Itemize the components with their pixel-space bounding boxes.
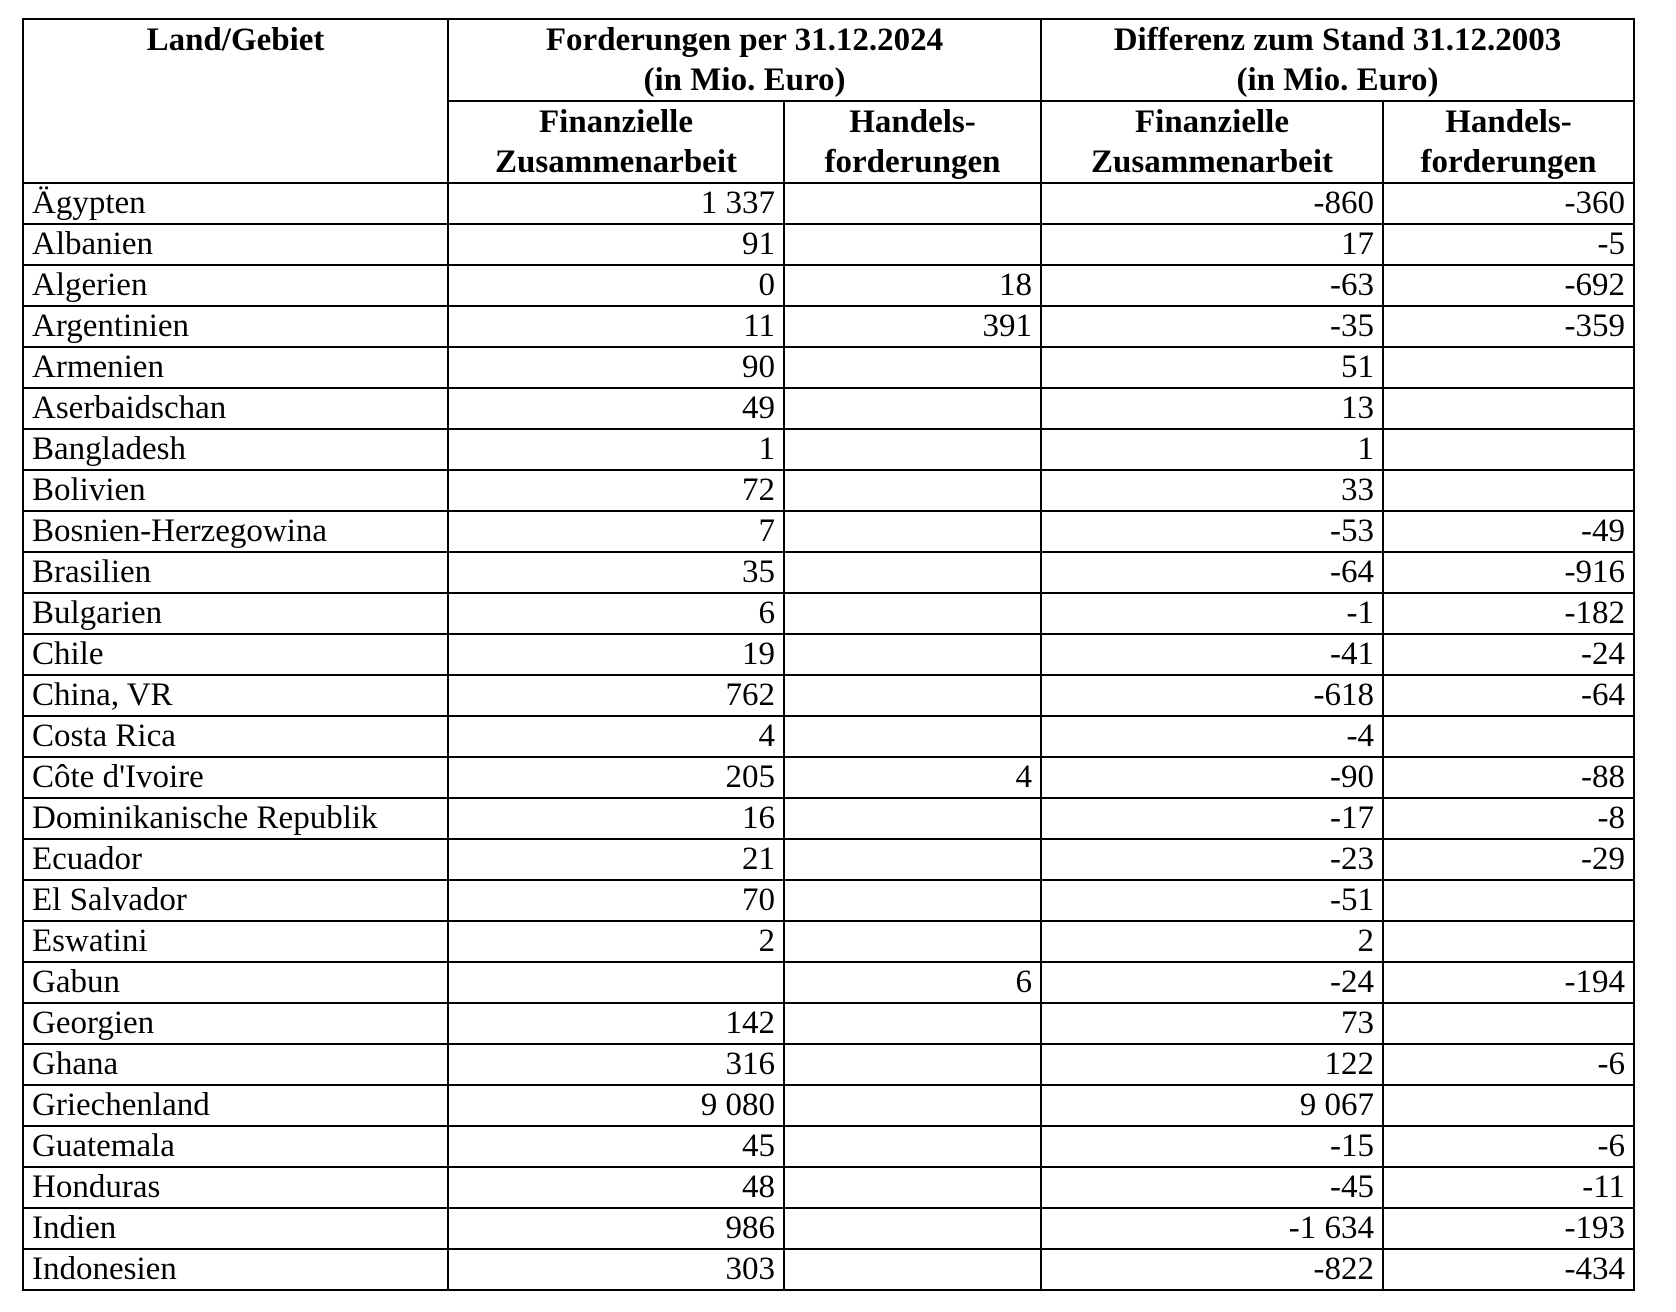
diff-hf-cell: -5 [1383,224,1634,265]
country-cell: Georgien [23,1003,448,1044]
country-cell: Ägypten [23,183,448,224]
claims-hf-cell [784,1208,1041,1249]
header-group-claims [448,19,1041,101]
table-row [23,224,1634,265]
table-header [23,19,1634,183]
claims-hf-cell: 18 [784,265,1041,306]
diff-fz-cell: 17 [1041,224,1383,265]
claims-hf-cell [784,470,1041,511]
table-row [23,757,1634,798]
table-body [23,183,1634,1290]
table-row [23,265,1634,306]
country-cell: China, VR [23,675,448,716]
claims-hf-cell [784,183,1041,224]
diff-hf-cell: -11 [1383,1167,1634,1208]
diff-hf-cell [1383,347,1634,388]
country-cell: Griechenland [23,1085,448,1126]
table-row [23,183,1634,224]
country-cell: Eswatini [23,921,448,962]
table-row [23,552,1634,593]
diff-hf-cell: -88 [1383,757,1634,798]
diff-hf-cell [1383,1003,1634,1044]
country-cell: El Salvador [23,880,448,921]
table-row [23,347,1634,388]
claims-hf-cell [784,1044,1041,1085]
table-row [23,1167,1634,1208]
table-row [23,798,1634,839]
claims-hf-cell [784,716,1041,757]
country-cell: Argentinien [23,306,448,347]
diff-hf-cell: -182 [1383,593,1634,634]
claims-hf-cell: 6 [784,962,1041,1003]
diff-fz-cell: -45 [1041,1167,1383,1208]
diff-fz-cell: 9 067 [1041,1085,1383,1126]
country-cell: Chile [23,634,448,675]
diff-hf-cell [1383,388,1634,429]
claims-fz-cell: 0 [448,265,784,306]
claims-fz-cell: 35 [448,552,784,593]
country-cell: Algerien [23,265,448,306]
table-row [23,1208,1634,1249]
diff-hf-cell: -434 [1383,1249,1634,1290]
header-group-diff-title: Differenz zum Stand 31.12.2003 [1113,22,1562,58]
claims-hf-cell [784,224,1041,265]
diff-hf-cell: -49 [1383,511,1634,552]
header-row-groups [23,19,1634,101]
claims-fz-cell: 90 [448,347,784,388]
claims-fz-cell: 16 [448,798,784,839]
diff-fz-cell: -822 [1041,1249,1383,1290]
header-group-claims-unit: (in Mio. Euro) [643,62,846,98]
claims-hf-cell [784,921,1041,962]
diff-hf-cell [1383,429,1634,470]
table-row [23,634,1634,675]
claims-fz-cell: 986 [448,1208,784,1249]
table-row [23,839,1634,880]
header-country-label: Land/Gebiet [146,22,325,58]
table-row [23,962,1634,1003]
table-row [23,1003,1634,1044]
table-row [23,716,1634,757]
table-row [23,921,1634,962]
claims-hf-cell [784,1126,1041,1167]
diff-hf-cell: -8 [1383,798,1634,839]
header-country [23,19,448,183]
table-row [23,429,1634,470]
table-row [23,306,1634,347]
claims-fz-cell: 1 [448,429,784,470]
claims-fz-cell [448,962,784,1003]
table-row [23,470,1634,511]
header-fz [448,101,784,183]
claims-fz-cell: 45 [448,1126,784,1167]
claims-hf-cell [784,429,1041,470]
claims-fz-cell: 6 [448,593,784,634]
claims-hf-cell [784,388,1041,429]
diff-hf-cell [1383,880,1634,921]
diff-hf-cell: -29 [1383,839,1634,880]
diff-hf-cell: -193 [1383,1208,1634,1249]
diff-fz-cell: 1 [1041,429,1383,470]
diff-hf-cell: -24 [1383,634,1634,675]
header-fz-diff-line2: Zusammenarbeit [1091,144,1333,180]
header-hf-line1: Handels- [849,104,976,140]
diff-fz-cell: -35 [1041,306,1383,347]
claims-fz-cell: 49 [448,388,784,429]
country-cell: Ghana [23,1044,448,1085]
country-cell: Brasilien [23,552,448,593]
claims-fz-cell: 2 [448,921,784,962]
diff-fz-cell: -24 [1041,962,1383,1003]
claims-fz-cell: 91 [448,224,784,265]
claims-fz-cell: 316 [448,1044,784,1085]
claims-hf-cell [784,675,1041,716]
country-cell: Armenien [23,347,448,388]
claims-fz-cell: 21 [448,839,784,880]
diff-hf-cell: -6 [1383,1126,1634,1167]
country-cell: Indien [23,1208,448,1249]
diff-fz-cell: 13 [1041,388,1383,429]
country-cell: Dominikanische Republik [23,798,448,839]
claims-hf-cell [784,634,1041,675]
diff-fz-cell: -23 [1041,839,1383,880]
country-cell: Indonesien [23,1249,448,1290]
diff-fz-cell: -4 [1041,716,1383,757]
diff-fz-cell: -17 [1041,798,1383,839]
country-cell: Bosnien-Herzegowina [23,511,448,552]
diff-hf-cell: -692 [1383,265,1634,306]
table-row [23,1126,1634,1167]
claims-fz-cell: 48 [448,1167,784,1208]
diff-fz-cell: -1 [1041,593,1383,634]
header-hf-diff-line1: Handels- [1445,104,1572,140]
claims-fz-cell: 762 [448,675,784,716]
diff-fz-cell: 33 [1041,470,1383,511]
diff-fz-cell: -15 [1041,1126,1383,1167]
claims-hf-cell: 4 [784,757,1041,798]
country-cell: Costa Rica [23,716,448,757]
claims-hf-cell [784,1085,1041,1126]
header-hf [784,101,1041,183]
diff-fz-cell: 73 [1041,1003,1383,1044]
diff-fz-cell: 51 [1041,347,1383,388]
diff-hf-cell [1383,1085,1634,1126]
table-row [23,593,1634,634]
claims-fz-cell: 7 [448,511,784,552]
claims-fz-cell: 142 [448,1003,784,1044]
table-row [23,1085,1634,1126]
header-group-claims-title: Forderungen per 31.12.2024 [545,22,944,58]
diff-hf-cell [1383,921,1634,962]
table-row [23,1044,1634,1085]
diff-fz-cell: 122 [1041,1044,1383,1085]
header-group-diff-unit: (in Mio. Euro) [1236,62,1439,98]
diff-fz-cell: 2 [1041,921,1383,962]
claims-hf-cell [784,511,1041,552]
table-row [23,1249,1634,1290]
diff-hf-cell [1383,470,1634,511]
diff-fz-cell: -53 [1041,511,1383,552]
header-hf-line2: forderungen [824,144,1001,180]
country-cell: Aserbaidschan [23,388,448,429]
table-row [23,675,1634,716]
country-cell: Côte d'Ivoire [23,757,448,798]
country-cell: Ecuador [23,839,448,880]
diff-fz-cell: -63 [1041,265,1383,306]
claims-fz-cell: 4 [448,716,784,757]
diff-fz-cell: -51 [1041,880,1383,921]
country-cell: Bangladesh [23,429,448,470]
claims-fz-cell: 1 337 [448,183,784,224]
claims-hf-cell [784,798,1041,839]
claims-hf-cell [784,839,1041,880]
claims-fz-cell: 9 080 [448,1085,784,1126]
claims-hf-cell [784,552,1041,593]
country-cell: Albanien [23,224,448,265]
header-hf-diff [1383,101,1634,183]
diff-fz-cell: -90 [1041,757,1383,798]
diff-fz-cell: -860 [1041,183,1383,224]
country-cell: Bulgarien [23,593,448,634]
claims-fz-cell: 11 [448,306,784,347]
header-fz-line2: Zusammenarbeit [495,144,737,180]
diff-hf-cell: -6 [1383,1044,1634,1085]
diff-hf-cell: -916 [1383,552,1634,593]
diff-fz-cell: -64 [1041,552,1383,593]
table-row [23,388,1634,429]
diff-fz-cell: -1 634 [1041,1208,1383,1249]
diff-fz-cell: -41 [1041,634,1383,675]
header-group-diff [1041,19,1634,101]
diff-hf-cell: -194 [1383,962,1634,1003]
claims-hf-cell [784,880,1041,921]
diff-fz-cell: -618 [1041,675,1383,716]
diff-hf-cell [1383,716,1634,757]
table-row [23,511,1634,552]
claims-hf-cell [784,1167,1041,1208]
claims-hf-cell: 391 [784,306,1041,347]
header-fz-diff [1041,101,1383,183]
diff-hf-cell: -359 [1383,306,1634,347]
claims-fz-cell: 303 [448,1249,784,1290]
header-fz-diff-line1: Finanzielle [1135,104,1289,140]
table-row [23,880,1634,921]
claims-fz-cell: 19 [448,634,784,675]
header-fz-line1: Finanzielle [539,104,693,140]
country-cell: Bolivien [23,470,448,511]
claims-table [22,18,1635,1291]
country-cell: Guatemala [23,1126,448,1167]
claims-hf-cell [784,1249,1041,1290]
claims-fz-cell: 205 [448,757,784,798]
diff-hf-cell: -360 [1383,183,1634,224]
claims-hf-cell [784,593,1041,634]
header-hf-diff-line2: forderungen [1420,144,1597,180]
claims-hf-cell [784,347,1041,388]
country-cell: Gabun [23,962,448,1003]
diff-hf-cell: -64 [1383,675,1634,716]
claims-fz-cell: 70 [448,880,784,921]
claims-hf-cell [784,1003,1041,1044]
country-cell: Honduras [23,1167,448,1208]
claims-fz-cell: 72 [448,470,784,511]
